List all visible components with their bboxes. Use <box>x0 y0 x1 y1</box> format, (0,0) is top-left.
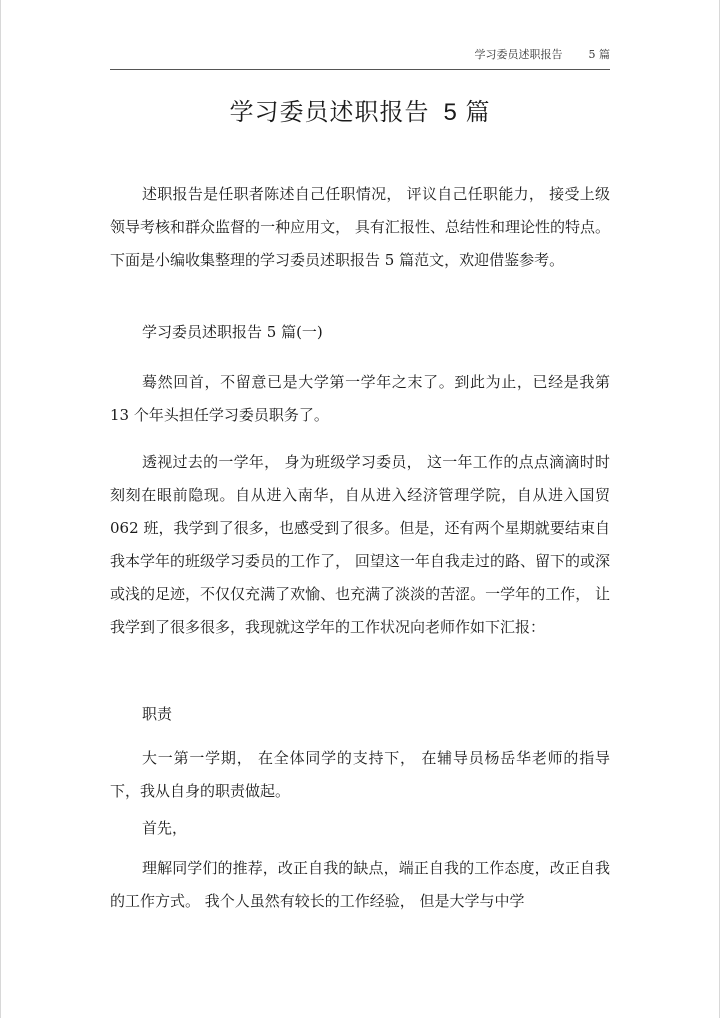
body-paragraph-3: 大一第一学期， 在全体同学的支持下， 在辅导员杨岳华老师的指导下，我从自身的职责做起。 <box>110 749 610 800</box>
running-header-title: 学习委员述职报告 <box>474 48 563 61</box>
body-paragraph-4: 首先， <box>142 819 188 837</box>
document-title-count: 5 篇 <box>443 99 491 126</box>
body-paragraph-2: 透视过去的一学年， 身为班级学习委员， 这一年工作的点点滴滴时时刻刻在眼前隐现。自从进入南华，自从进入经济管理学院，自从进入国贸 062 班，我学到了很多，也感受到了很多。但是，还有两个星期就要结束自我本学年的班级学习委员的工作了， 回望这一年自我走过的路、留下的或深或浅的足迹，不仅仅充满了欢愉、也充满了淡淡的苦涩。一学年的工作， 让我学到了很多很多，我现就这学年的工作状况向老师作如下汇报： <box>110 453 610 636</box>
running-header-count: 5 篇 <box>588 48 610 61</box>
running-header <box>110 46 610 62</box>
body-paragraph-1: 蓦然回首，不留意已是大学第一学年之末了。到此为止，已经是我第 13 个年头担任学习委员职务了。 <box>110 373 610 424</box>
document-title-text: 学习委员述职报告 <box>229 98 430 126</box>
intro-paragraph: 述职报告是任职者陈述自己任职情况， 评议自己任职能力， 接受上级领导考核和群众监督的一种应用文， 具有汇报性、总结性和理论性的特点。下面是小编收集整理的学习委员述职报告 5 篇范文，欢迎借鉴参考。 <box>110 185 610 269</box>
page-edge-left <box>0 0 1 1018</box>
section-heading: 学习委员述职报告 5 篇(一) <box>142 323 323 341</box>
document-title <box>110 92 610 127</box>
header-rule <box>110 69 610 70</box>
subheading-duties: 职责 <box>142 705 173 723</box>
body-paragraph-5: 理解同学们的推荐，改正自我的缺点，端正自我的工作态度，改正自我的工作方式。 我个人虽然有较长的工作经验， 但是大学与中学 <box>110 859 610 910</box>
